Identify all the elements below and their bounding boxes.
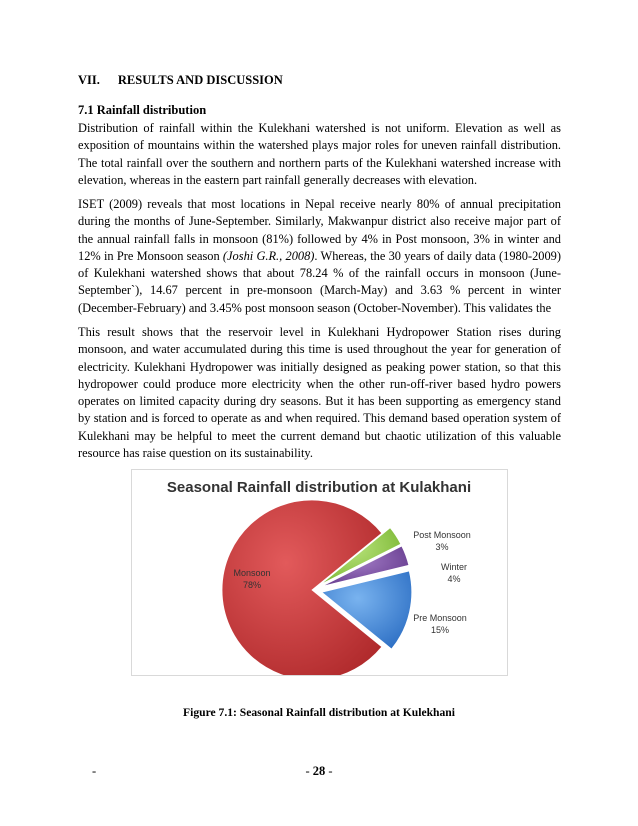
subsection-title: 7.1 Rainfall distribution: [78, 103, 207, 117]
section-title: RESULTS AND DISCUSSION: [117, 73, 283, 87]
paragraph-rainfall-distribution: Distribution of rainfall within the Kulekhani watershed is not uniform. Elevation as well as exposition of mountains within the watershed plays major roles for uneven rainfall distribution. The total rainfall over the southern and northern parts of the Kulekhani watershed increase with elevation, whereas in the eastern part rainfall generally decreases with elevation.: [78, 121, 561, 187]
paragraph-iset-findings: [78, 196, 561, 317]
slice-label-pct: 78%: [242, 580, 262, 590]
section-number: VII.: [78, 73, 100, 87]
page-number-suffix: -: [325, 764, 333, 778]
label-post-monsoon: [413, 530, 471, 552]
slice-label-name: Post Monsoon: [413, 530, 471, 540]
slice-label-name: Monsoon: [233, 568, 271, 578]
citation: (Joshi G.R., 2008): [222, 248, 315, 263]
slice-label-pct: 4%: [447, 574, 461, 584]
footer-mark: -: [92, 764, 97, 778]
paragraph-text: . Whereas, the 30 years of daily data (1980-2009) of Kulekhani watershed shows that about 78.24 % of the rainfall occurs in monsoon (June-September`), 14.67 percent in pre-monsoon (March-May) and 3.63 % percent in winter (December-February) and 3.45% post monsoon season (October-November). This validates the: [78, 248, 561, 315]
pie-chart-figure: [131, 469, 508, 676]
paragraph-text: ISET (2009) reveals that most locations in Nepal receive nearly 80% of annual precipitation during the months of June-September. Similarly, Makwanpur district also receive major part of the annual rainfall falls in monsoon (81%) followed by 4% in Post monsoon, 3% in winter and 12% in Pre Monsoon season: [78, 197, 561, 263]
page-number-value: 28: [312, 764, 326, 778]
figure-caption: Figure 7.1: Seasonal Rainfall distribution at Kulekhani: [183, 706, 455, 719]
slice-label-name: Pre Monsoon: [413, 613, 467, 623]
page-number: [0, 764, 638, 779]
slice-label-name: Winter: [440, 562, 468, 572]
page-number-prefix: -: [305, 764, 313, 778]
slice-label-pct: 15%: [430, 625, 450, 635]
pie-chart: [132, 470, 507, 675]
label-winter: [441, 562, 467, 584]
paragraph-reservoir-operation: This result shows that the reservoir level in Kulekhani Hydropower Station rises during monsoon, and water accumulated during this time is used throughout the year for generation of electricity. Kulekhani Hydropower was initially designed as peaking power station, so that this hydropower could produce more electricity when the other run-off-river based hydro powers operates on limited capacity during dry seasons. But it has been supporting as emergency stand by station and is forced to operate as and when required. This demand based operation system of Kulekhani may be helpful to meet the current demand but chaotic utilization of this valuable resource has raise question on its sustainability.: [78, 325, 561, 461]
chart-title: Seasonal Rainfall distribution at Kulakhani: [166, 479, 472, 496]
section-heading: [78, 73, 283, 88]
label-pre-monsoon: [413, 613, 467, 635]
slice-label-pct: 3%: [435, 542, 449, 552]
